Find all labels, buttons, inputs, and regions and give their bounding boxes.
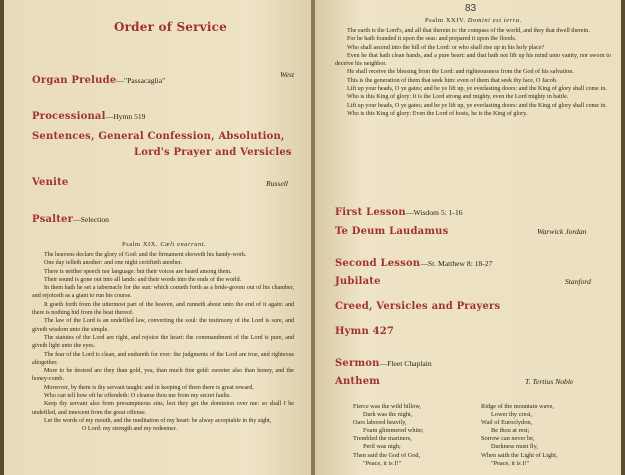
psalm-24-verse: Even he that hath clean hands, and a pure heart: and that hath not lift up his mind unto vanity, nor sworn to deceive his neighbor.: [335, 52, 611, 68]
anthem-line: Peril was nigh;: [363, 443, 401, 451]
psalm-24-verse: Who is this King of glory: It is the Lord strong and mighty, even the Lord mighty in battle.: [347, 94, 569, 101]
order-of-service-title: Order of Service: [114, 20, 227, 34]
psalm-19-verse: Keep thy servant also from presumptuous sins, lest they get the dominion over me: so shall I be undefiled, and innocent from the great offense.: [32, 401, 294, 416]
sermon-piece: —Fleet Chaplain: [379, 359, 432, 368]
page-number: 83: [465, 3, 477, 14]
psalm-19-verse: In them hath he set a tabernacle for the sun: which cometh forth as a bride-groom out of his chamber, and rejoiceth as a giant to run his course.: [32, 285, 294, 300]
psalm-24-verse: For he hath founded it upon the seas: and prepared it upon the floods.: [347, 36, 517, 43]
psalm-19-heading: Psalm XIX.: [122, 241, 159, 248]
anthem-line: Trembled the mariners,: [353, 435, 412, 443]
second-lesson-piece: —St. Matthew 8: 18-27: [420, 259, 493, 268]
psalm-24-verse: Who is this King of glory: Even the Lord of hosts, he is the King of glory.: [347, 110, 528, 117]
anthem-line: Darkness must fly,: [491, 443, 538, 451]
psalm-19-verse: There is neither speech nor language: but their voices are heard among them.: [44, 268, 232, 275]
second-lesson-label: Second Lesson: [335, 258, 421, 269]
psalm-24-verse: The earth is the Lord's, and all that therein is: the compass of the world, and they that dwell therein.: [347, 28, 590, 34]
anthem-line: Wail of Euroclydon,: [481, 419, 533, 427]
psalm-19-heading-line: [122, 241, 206, 248]
psalm-19-verse: It goeth forth from the uttermost part of the heaven, and runneth about unto the end of it again: and there is nothing hid from the heat thereof.: [32, 301, 294, 317]
processional-line: [32, 104, 145, 123]
left-page: [4, 0, 313, 475]
psalm-24-verse: This is the generation of them that seek him: even of them that seek thy face, O Jacob.: [347, 77, 558, 84]
psalm-24-latin: Domini est terra.: [467, 17, 522, 24]
anthem-line: Dark was the night,: [363, 411, 413, 419]
first-lesson-line: [335, 200, 463, 219]
anthem-line: Then said the God of God,: [353, 451, 421, 459]
psalter-label: Psalter: [32, 214, 74, 225]
sentences-line-2: Lord's Prayer and Versicles: [134, 147, 292, 158]
psalter-line: [32, 207, 109, 226]
venite-composer: Russell: [266, 179, 288, 188]
organ-prelude-line: [32, 68, 165, 87]
organ-prelude-label: Organ Prelude: [32, 75, 117, 86]
psalm-19-verse: More to be desired are they than gold, yea, than much fine gold: sweeter also than honey, and the honey-comb.: [32, 368, 294, 383]
right-page: [315, 0, 621, 475]
psalm-19-latin: Cœli enarrant.: [160, 241, 207, 248]
anthem-line: Be thou at rest;: [491, 427, 530, 435]
psalm-19-verse: O Lord: my strength and my redeemer.: [82, 426, 177, 433]
anthem-line: Fierce was the wild billow,: [353, 403, 421, 410]
anthem-line: Sorrow can never be,: [481, 435, 535, 443]
psalm-24-verse: Lift up your heads, O ye gates; and be ye lift up, ye everlasting doors: and the King of glory shall come in.: [347, 86, 607, 93]
first-lesson-piece: —Wisdom 5: 1-16: [405, 208, 463, 217]
anthem-line: Lower thy crest,: [491, 411, 533, 419]
psalm-19-verse: One day telleth another: and one night certifieth another.: [44, 260, 182, 267]
psalm-24-verse: Lift up your heads, O ye gates; and be ye lift up, ye everlasting doors: and the King of glory shall come in.: [347, 102, 607, 109]
psalm-24-verse: He shall receive the blessing from the Lord: and righteousness from the God of his salvation.: [347, 69, 574, 76]
anthem-line: Foam glimmered white;: [363, 427, 424, 435]
first-lesson-label: First Lesson: [335, 207, 406, 218]
anthem-composer: T. Tertius Noble: [525, 377, 574, 386]
processional-piece: —Hymn 519: [105, 112, 146, 121]
anthem-line: "Peace, it is I!": [363, 459, 402, 467]
jubilate-composer: Stanford: [565, 277, 591, 286]
psalm-19-text: [32, 251, 294, 434]
organ-prelude-composer: West: [280, 70, 295, 79]
anthem-label: Anthem: [335, 376, 381, 387]
anthem-line: Ridge of the mountain wave,: [481, 403, 554, 410]
anthem-line: Oars labored heavily,: [353, 419, 407, 427]
psalm-19-verse: The heavens declare the glory of God: and the firmament showeth his handy-work.: [44, 252, 247, 258]
psalm-19-verse: Who can tell how oft he offendeth: O cleanse thou me from my secret faults.: [44, 393, 231, 400]
jubilate-label: Jubilate: [335, 276, 381, 287]
psalm-19-verse: The law of the Lord is an undefiled law, converting the soul: the testimony of the Lord is sure, and giveth wisdom unto the simple.: [32, 318, 294, 333]
sermon-label: Sermon: [335, 358, 380, 369]
anthem-stanza-right: [481, 403, 558, 468]
psalm-19-verse: The fear of the Lord is clean, and endureth for ever: the judgments of the Lord are true, and righteous altogether.: [32, 351, 294, 366]
psalm-19-verse: Moreover, by them is thy servant taught: and in keeping of them there is great reward.: [44, 384, 254, 391]
psalm-19-verse: The statutes of the Lord are right, and rejoice the heart: the commandment of the Lord is pure, and giveth light unto the eyes.: [32, 334, 294, 350]
creed-label: Creed, Versicles and Prayers: [335, 301, 501, 312]
te-deum-composer: Warwick Jordan: [537, 227, 587, 236]
psalm-24-heading-line: [425, 17, 522, 24]
psalm-24-heading: Psalm XXIV.: [425, 17, 466, 24]
organ-prelude-piece: —"Passacaglia": [116, 76, 166, 85]
psalm-24-text: [335, 27, 611, 118]
sentences-line-1: Sentences, General Confession, Absolution,: [32, 131, 285, 142]
te-deum-label: Te Deum Laudamus: [335, 226, 449, 237]
second-lesson-line: [335, 251, 492, 270]
psalter-piece: —Selection: [73, 215, 109, 224]
psalm-19-verse: Let the words of my mouth, and the meditation of my heart: be alway acceptable in thy sight,: [44, 417, 272, 424]
psalm-19-verse: Their sound is gone out into all lands: and their words into the ends of the world.: [44, 276, 242, 283]
anthem-stanza-left: [353, 403, 424, 468]
hymn-label: Hymn 427: [335, 326, 395, 337]
processional-label: Processional: [32, 111, 106, 122]
anthem-line: When saith the Light of Light,: [481, 451, 558, 459]
psalm-24-verse: Who shall ascend into the hill of the Lord: or who shall rise up in his holy place?: [347, 44, 545, 51]
anthem-line: "Peace, it is I!": [491, 459, 530, 467]
venite-label: Venite: [32, 177, 69, 188]
sermon-line: [335, 351, 432, 370]
